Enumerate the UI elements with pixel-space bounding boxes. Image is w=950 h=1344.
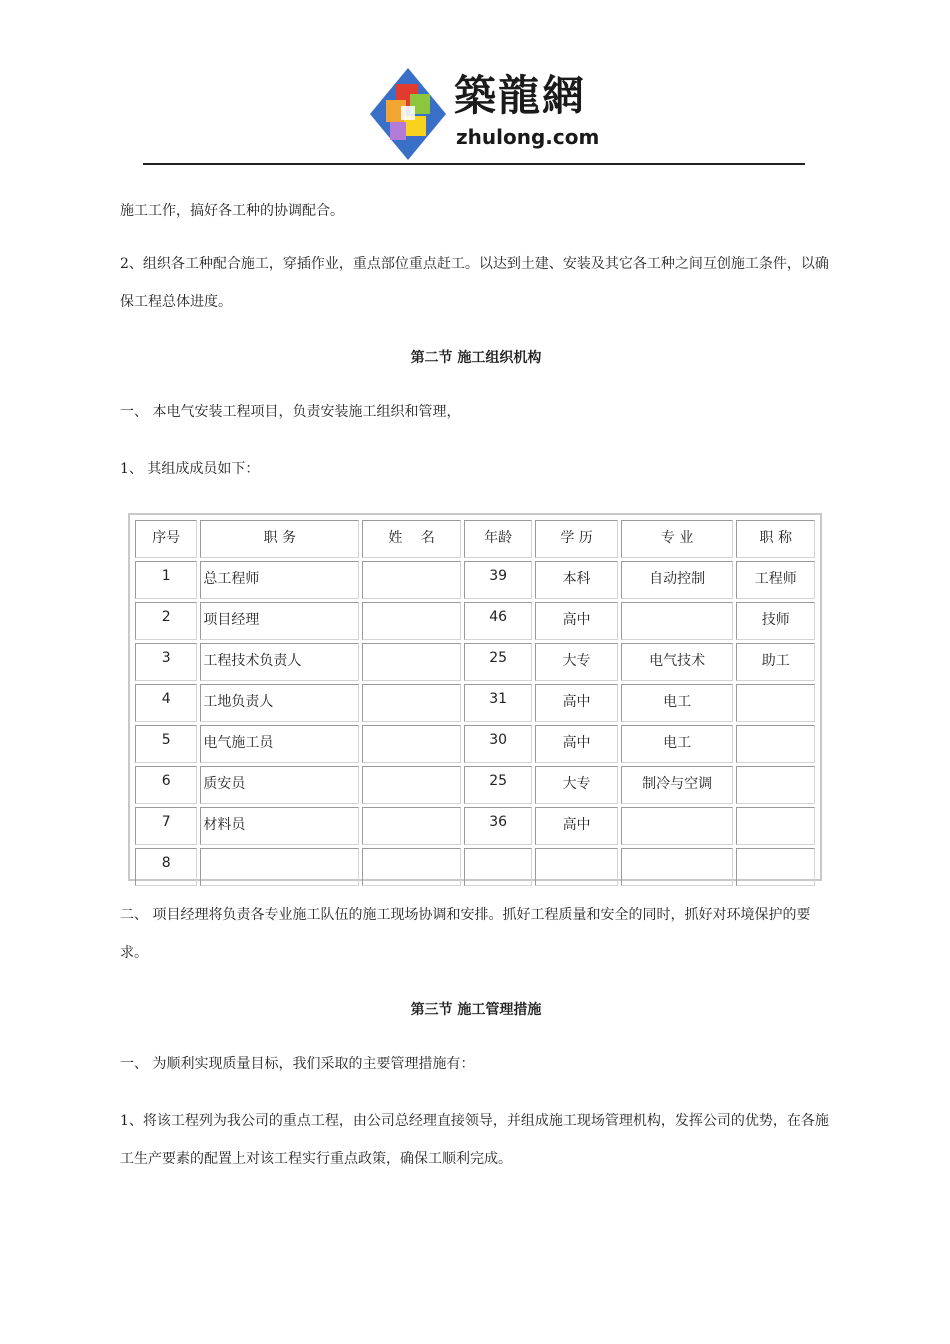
cell-education: 高中 [535, 807, 617, 845]
paragraph-5: 二、 项目经理将负责各专业施工队伍的施工现场协调和安排。抓好工程质量和安全的同时，抓好对环境保护的要求。 [120, 907, 811, 961]
cell-title: 技师 [736, 602, 815, 640]
cell-name [362, 725, 461, 763]
cell-title: 助工 [736, 643, 815, 681]
cell-title: 工程师 [736, 561, 815, 599]
header-cell: 姓 名 [362, 520, 461, 558]
cell-major: 电工 [621, 684, 734, 722]
cell-name [362, 643, 461, 681]
cell-position: 总工程师 [200, 561, 359, 599]
table-row [135, 725, 815, 763]
zhulong-diamond-icon [368, 66, 448, 162]
cell-position: 项目经理 [200, 602, 359, 640]
cell-index: 8 [135, 848, 197, 886]
cell-age: 25 [464, 766, 532, 804]
header-cell: 职 称 [736, 520, 815, 558]
cell-age: 25 [464, 643, 532, 681]
header-cell: 序号 [135, 520, 197, 558]
table-row [135, 848, 815, 886]
paragraph-6: 一、 为顺利实现质量目标，我们采取的主要管理措施有： [120, 1056, 475, 1072]
header-cell: 年龄 [464, 520, 532, 558]
cell-major: 电工 [621, 725, 734, 763]
cell-age: 30 [464, 725, 532, 763]
header-cell: 专 业 [621, 520, 734, 558]
cell-index: 3 [135, 643, 197, 681]
cell-education: 高中 [535, 725, 617, 763]
paragraph-7: 1、将该工程列为我公司的重点工程，由公司总经理直接领导，并组成施工现场管理机构，发挥公司的优势，在各施工生产要素的配置上对该工程实行重点政策，确保工顺利完成。 [120, 1113, 829, 1167]
cell-title [736, 684, 815, 722]
cell-name [362, 684, 461, 722]
header-cell: 职 务 [200, 520, 359, 558]
cell-index: 4 [135, 684, 197, 722]
paragraph-1: 施工工作，搞好各工种的协调配合。 [120, 203, 344, 219]
cell-major: 制冷与空调 [621, 766, 734, 804]
cell-position: 质安员 [200, 766, 359, 804]
table-header-row [135, 520, 815, 558]
cell-position [200, 848, 359, 886]
zhulong-logo [368, 66, 600, 162]
cell-index: 5 [135, 725, 197, 763]
cell-position: 电气施工员 [200, 725, 359, 763]
section-heading-3: 第三节 施工管理措施 [410, 1002, 542, 1018]
cell-age: 36 [464, 807, 532, 845]
cell-education: 本科 [535, 561, 617, 599]
cell-index: 7 [135, 807, 197, 845]
cell-position: 工地负责人 [200, 684, 359, 722]
header-divider [143, 163, 805, 165]
staff-table [128, 513, 822, 881]
cell-major [621, 807, 734, 845]
paragraph-2: 2、组织各工种配合施工，穿插作业，重点部位重点赶工。以达到土建、安装及其它各工种之间互创施工条件，以确保工程总体进度。 [120, 256, 829, 310]
cell-major [621, 602, 734, 640]
cell-index: 1 [135, 561, 197, 599]
table-row [135, 684, 815, 722]
paragraph-4: 1、 其组成成员如下： [120, 461, 260, 477]
cell-education: 大专 [535, 766, 617, 804]
cell-age: 31 [464, 684, 532, 722]
cell-name [362, 766, 461, 804]
section-heading-2: 第二节 施工组织机构 [410, 350, 542, 366]
table-row [135, 766, 815, 804]
cell-position: 材料员 [200, 807, 359, 845]
cell-index: 2 [135, 602, 197, 640]
cell-name [362, 561, 461, 599]
cell-major: 自动控制 [621, 561, 734, 599]
logo-brand-en: zhulong.com [456, 125, 600, 149]
table-row [135, 602, 815, 640]
cell-index: 6 [135, 766, 197, 804]
cell-position: 工程技术负责人 [200, 643, 359, 681]
cell-major [621, 848, 734, 886]
cell-education: 高中 [535, 684, 617, 722]
cell-name [362, 848, 461, 886]
table-row [135, 561, 815, 599]
table-row [135, 643, 815, 681]
cell-age: 46 [464, 602, 532, 640]
cell-title [736, 848, 815, 886]
cell-education: 大专 [535, 643, 617, 681]
cell-name [362, 602, 461, 640]
cell-title [736, 766, 815, 804]
cell-education: 高中 [535, 602, 617, 640]
cell-age [464, 848, 532, 886]
logo-brand-cn: 築龍網 [454, 71, 587, 120]
paragraph-3: 一、 本电气安装工程项目，负责安装施工组织和管理， [120, 404, 461, 420]
cell-title [736, 807, 815, 845]
cell-education [535, 848, 617, 886]
cell-age: 39 [464, 561, 532, 599]
table-row [135, 807, 815, 845]
cell-title [736, 725, 815, 763]
cell-major: 电气技术 [621, 643, 734, 681]
header-cell: 学 历 [535, 520, 617, 558]
cell-name [362, 807, 461, 845]
